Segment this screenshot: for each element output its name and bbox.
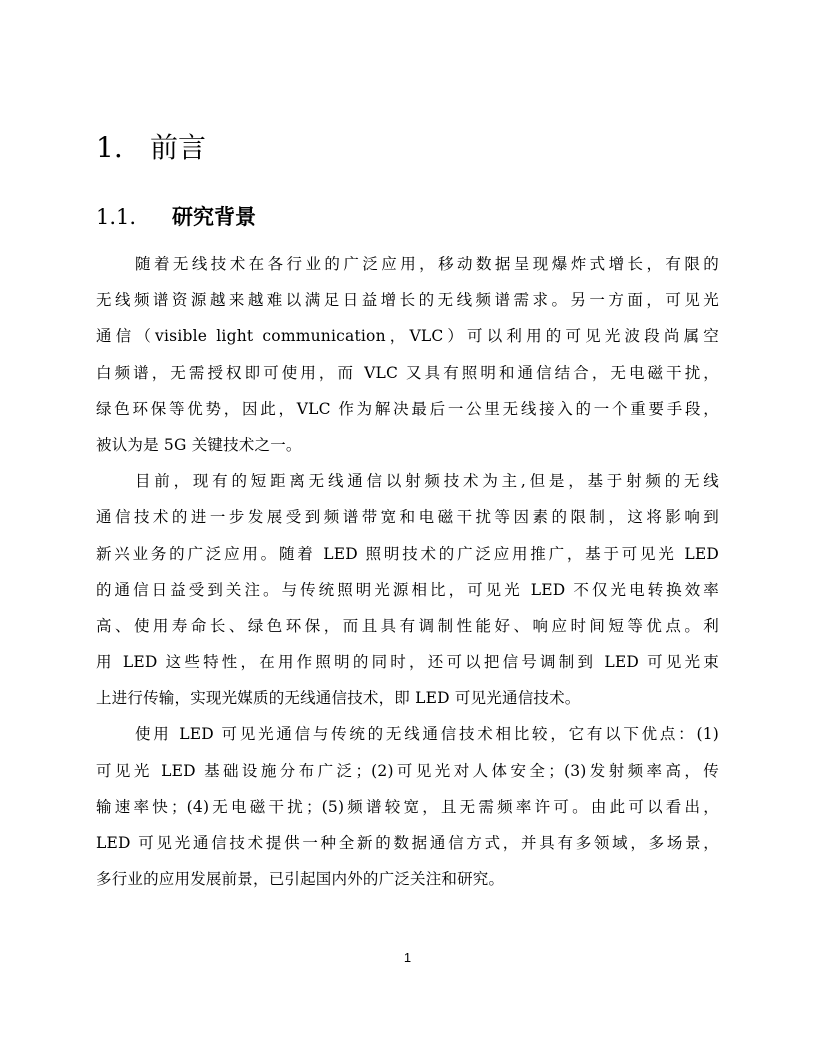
- text-line: 的通信日益受到关注。与传统照明光源相比，可见光 LED 不仅光电转换效率: [96, 580, 719, 599]
- paragraph-3: [96, 719, 719, 900]
- text-line: 新兴业务的广泛应用。随着 LED 照明技术的广泛应用推广，基于可见光 LED: [96, 544, 719, 563]
- chapter-heading: [96, 128, 206, 168]
- text-line: 无线频谱资源越来越难以满足日益增长的无线频谱需求。另一方面，可见光: [96, 291, 719, 310]
- text-line: LED 可见光通信技术提供一种全新的数据通信方式，并具有多领域，多场景，: [96, 834, 719, 852]
- text-line: 输速率快；(4)无电磁干扰；(5)频谱较宽，且无需频率许可。由此可以看出，: [96, 797, 719, 816]
- text-line: 通信（visible light communication，VLC）可以利用的可见光波段尚属空: [96, 327, 719, 346]
- page-number: 1: [403, 950, 412, 965]
- text-line: 高、使用寿命长、绿色环保，而且具有调制性能好、响应时间短等优点。利: [96, 616, 719, 635]
- text-line: 通信技术的进一步发展受到频谱带宽和电磁干扰等因素的限制，这将影响到: [96, 508, 719, 527]
- paragraph-2: [96, 466, 719, 719]
- paragraph-1: [96, 249, 719, 466]
- chapter-title: 前言: [150, 131, 207, 164]
- section-heading: [96, 201, 256, 233]
- section-title: 研究背景: [172, 204, 256, 229]
- chapter-number: 1.: [96, 131, 123, 164]
- text-line: 随着无线技术在各行业的广泛应用，移动数据呈现爆炸式增长，有限的: [135, 255, 719, 273]
- text-line: 白频谱，无需授权即可使用，而 VLC 又具有照明和通信结合，无电磁干扰，: [96, 363, 719, 382]
- body-text: [96, 249, 719, 900]
- text-line: 上进行传输，实现光媒质的无线通信技术，即 LED 可见光通信技术。: [96, 689, 581, 708]
- section-number: 1.1.: [96, 205, 137, 229]
- text-line: 目前，现有的短距离无线通信以射频技术为主,但是，基于射频的无线: [135, 472, 719, 491]
- text-line: 被认为是 5G 关键技术之一。: [96, 435, 302, 454]
- text-line: 用 LED 这些特性，在用作照明的同时，还可以把信号调制到 LED 可见光束: [96, 653, 719, 672]
- text-line: 多行业的应用发展前景，已引起国内外的广泛关注和研究。: [96, 870, 505, 889]
- text-line: 可见光 LED 基础设施分布广泛；(2)可见光对人体安全；(3)发射频率高，传: [96, 761, 719, 780]
- text-line: 绿色环保等优势，因此，VLC 作为解决最后一公里无线接入的一个重要手段，: [96, 399, 719, 418]
- text-line: 使用 LED 可见光通信与传统的无线通信技术相比较，它有以下优点：(1): [135, 725, 719, 744]
